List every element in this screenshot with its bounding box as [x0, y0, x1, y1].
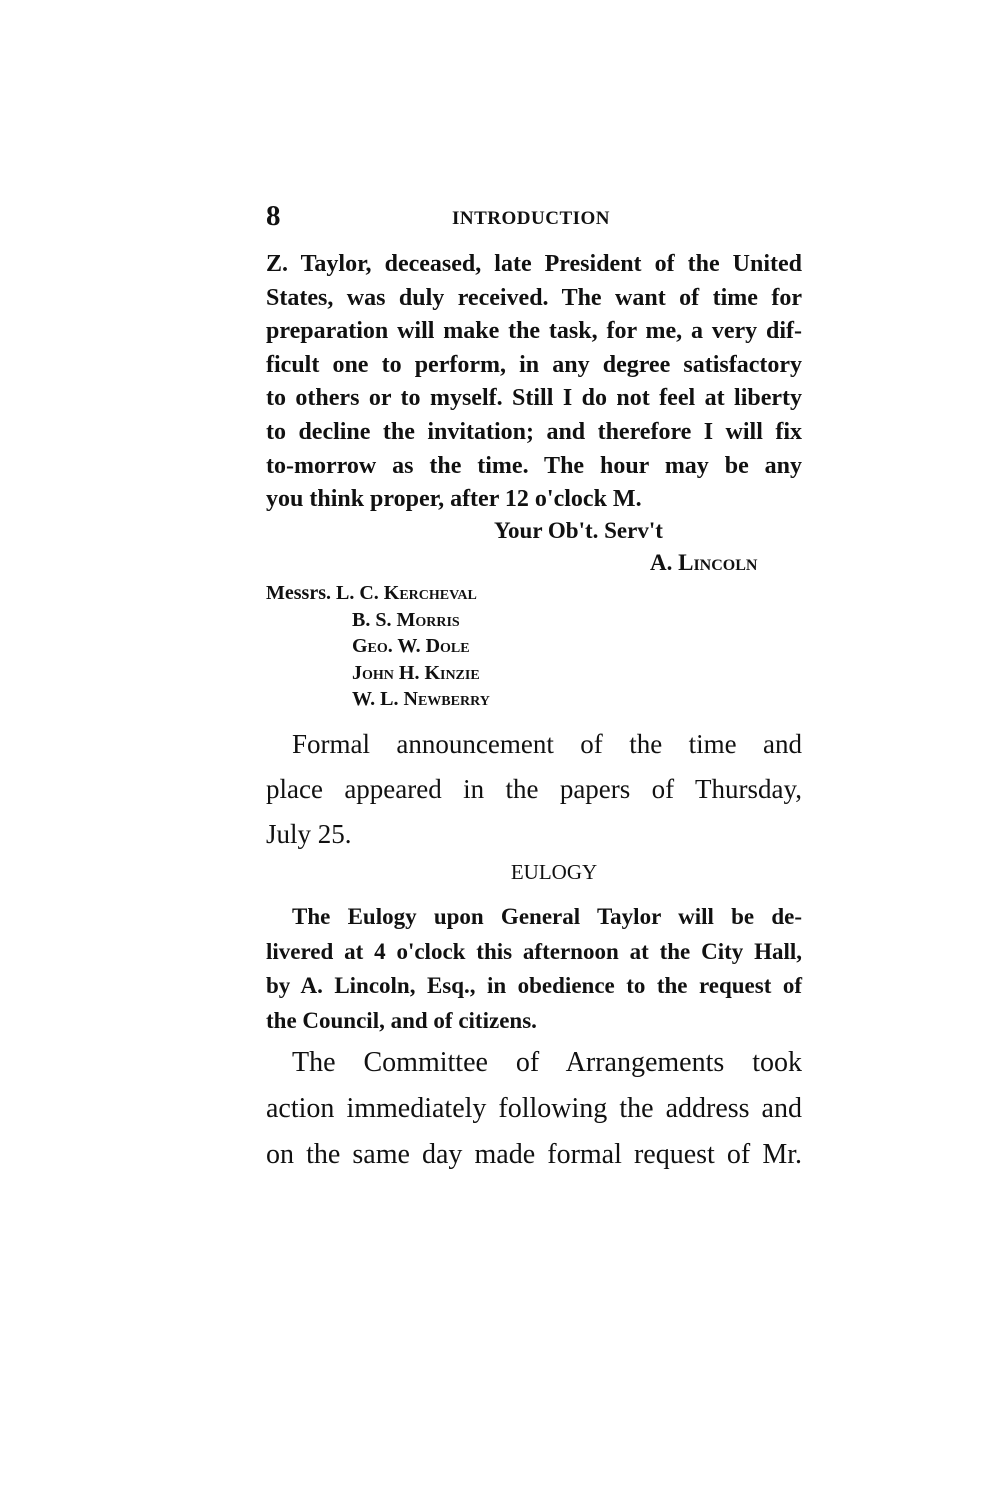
page-header: [266, 200, 806, 236]
running-head: INTRODUCTION: [452, 208, 611, 229]
text-line: to decline the invitation; and therefore I will fix: [266, 418, 802, 445]
addressee-name: W. L. Newberry: [352, 688, 490, 710]
text-line: July 25.: [266, 819, 352, 849]
text-line: the Council, and of citizens.: [266, 1007, 537, 1033]
addressee-prefix: Messrs.: [266, 582, 331, 604]
text-line: to-morrow as the time. The hour may be any: [266, 452, 802, 479]
text-line: States, was duly received. The want of time for: [266, 284, 802, 311]
text-line: ficult one to perform, in any degree satisfactory: [266, 351, 802, 378]
text-line: preparation will make the task, for me, a very dif-: [266, 318, 802, 345]
addressee-list: [266, 580, 490, 713]
announcement-paragraph: [266, 722, 802, 857]
text-line: The Committee of Arrangements took: [292, 1047, 802, 1078]
text-line: The Eulogy upon General Taylor will be de-: [292, 904, 802, 929]
text-line: Formal announcement of the time and: [292, 729, 802, 759]
text-line: you think proper, after 12 o'clock M.: [266, 486, 642, 513]
addressee-name: B. S. Morris: [352, 608, 460, 631]
page-number: 8: [266, 200, 281, 232]
letter-closing: Your Ob't. Serv't: [494, 518, 663, 543]
text-line: to others or to myself. Still I do not feel at liberty: [266, 385, 802, 412]
eulogy-heading: EULOGY: [510, 860, 598, 884]
text-line: action immediately following the address and: [266, 1093, 802, 1124]
text-line: Z. Taylor, deceased, late President of the United: [266, 251, 802, 277]
text-line: on the same day made formal request of Mr.: [266, 1139, 802, 1170]
addressee-row: [266, 580, 490, 607]
text-line: place appeared in the papers of Thursday,: [266, 774, 802, 804]
letter-signature: A. Lincoln: [650, 550, 758, 575]
committee-paragraph: [266, 1040, 802, 1178]
eulogy-paragraph: [266, 900, 802, 1038]
addressee-name: L. C. Kercheval: [335, 582, 477, 604]
text-line: by A. Lincoln, Esq., in obedience to the request of: [266, 973, 802, 998]
text-line: livered at 4 o'clock this afternoon at the City Hall,: [266, 938, 802, 964]
letter-body: [266, 248, 802, 517]
addressee-name: Geo. W. Dole: [352, 635, 470, 657]
addressee-name: John H. Kinzie: [352, 661, 480, 684]
